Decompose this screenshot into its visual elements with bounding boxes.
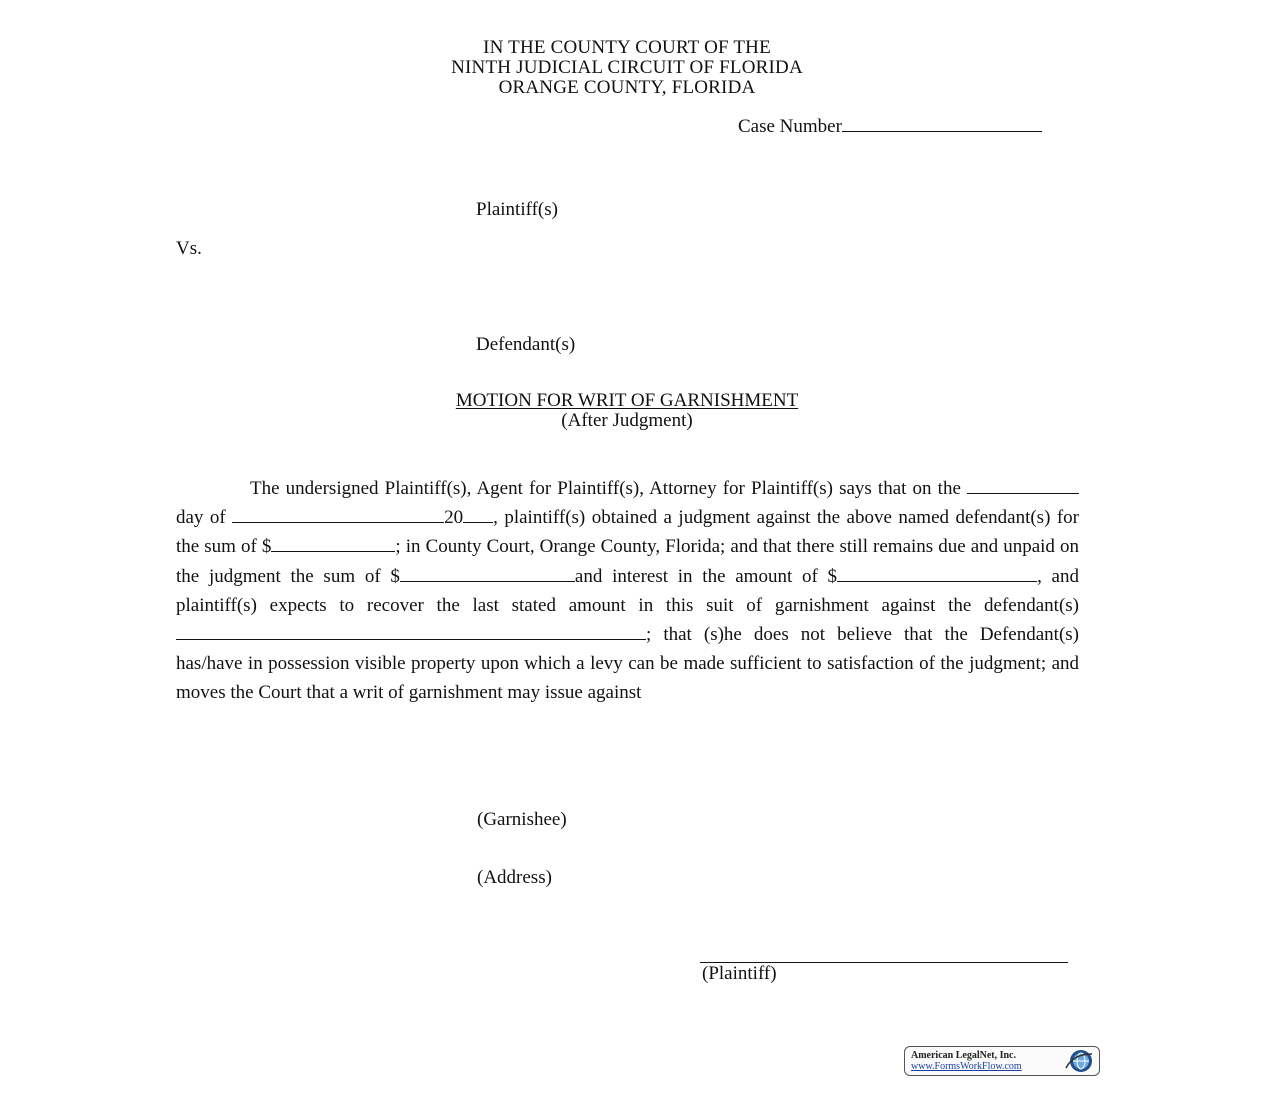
body-part-7: , and plaintiff(s) expects to recover the last stated amount in this suit of garnishment against the defendant(s) [176, 565, 1079, 616]
body-part-4: , plaintiff(s) obtained a judgment against the above named defendant(s) for the sum of $ [176, 507, 1080, 558]
interest-amount-field[interactable] [837, 566, 1037, 582]
vs-label: Vs. [176, 238, 202, 259]
defendant-name-field[interactable] [176, 624, 646, 640]
footer-url[interactable]: www.FormsWorkFlow.com [911, 1061, 1022, 1072]
day-field[interactable] [967, 478, 1079, 494]
judgment-amount-field[interactable] [271, 536, 395, 552]
year-field[interactable] [463, 507, 493, 523]
month-field[interactable] [232, 507, 444, 523]
globe-logo-icon [1063, 1048, 1095, 1074]
address-label: (Address) [477, 867, 552, 888]
document-title [0, 391, 1254, 431]
motion-body [176, 474, 1079, 708]
body-part-3: 20 [444, 507, 464, 529]
case-number-field[interactable] [842, 115, 1042, 132]
court-header [0, 38, 1254, 98]
case-number-row [738, 115, 1042, 138]
footer-company: American LegalNet, Inc. [911, 1050, 1016, 1061]
body-part-2: day of [176, 507, 233, 529]
motion-paragraph [176, 474, 1079, 708]
case-number-label: Case Number [738, 116, 842, 137]
court-header-line-1: IN THE COUNTY COURT OF THE [483, 37, 771, 58]
footer-badge [904, 1046, 1100, 1076]
body-part-1: The undersigned Plaintiff(s), Agent for Plaintiff(s), Attorney for Plaintiff(s) says that on the [250, 478, 967, 499]
plaintiff-label: Plaintiff(s) [476, 199, 558, 220]
unpaid-amount-field[interactable] [400, 566, 575, 582]
motion-title: MOTION FOR WRIT OF GARNISHMENT [455, 390, 799, 411]
plaintiff-signature-label: (Plaintiff) [702, 963, 777, 984]
body-part-8: ; that (s)he does not believe that the Defendant(s) has/have in possession visible property upon which a levy can be made sufficient to satisfaction of the judgment; and moves the Court that a writ of garnishment may issue against [176, 624, 1079, 704]
court-header-line-3: ORANGE COUNTY, FLORIDA [498, 77, 756, 98]
garnishee-label: (Garnishee) [477, 809, 567, 830]
motion-subtitle: (After Judgment) [561, 410, 693, 431]
court-header-line-2: NINTH JUDICIAL CIRCUIT OF FLORIDA [451, 57, 803, 78]
body-part-5: ; in County Court, Orange County, Florida; and that there still remains due and unpaid on the judgment the sum of $ [176, 536, 1079, 587]
defendant-label: Defendant(s) [476, 334, 576, 355]
body-part-6: and interest in the amount of $ [574, 565, 838, 587]
